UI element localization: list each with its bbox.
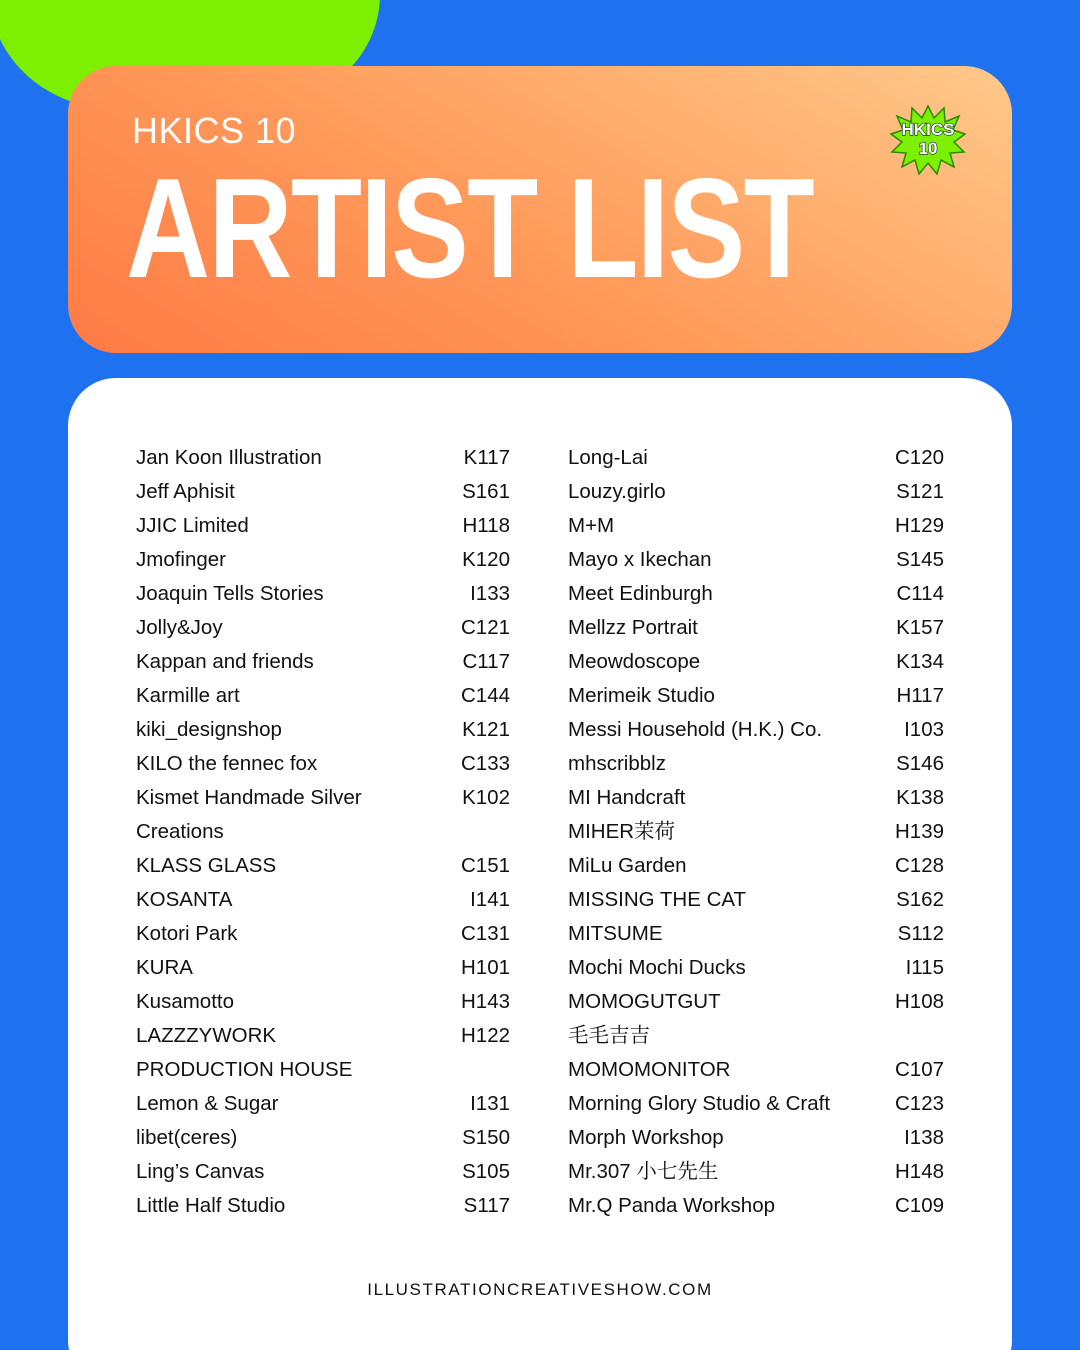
artist-name: Louzy.girlo (568, 480, 666, 503)
artist-name: kiki_designshop (136, 718, 282, 741)
booth-code: I131 (470, 1092, 510, 1115)
artist-row (568, 509, 944, 543)
artist-name: Jeff Aphisit (136, 480, 235, 503)
artist-row (136, 1053, 510, 1087)
artist-name: MISSING THE CAT (568, 888, 747, 911)
artist-row (568, 1053, 944, 1087)
artist-column-left (136, 441, 510, 1223)
artist-name: Mayo x Ikechan (568, 548, 712, 571)
artist-row (568, 611, 944, 645)
booth-code: H143 (460, 990, 510, 1013)
booth-code: H118 (462, 514, 510, 537)
booth-code: S150 (462, 1126, 510, 1149)
booth-code: H101 (460, 956, 510, 979)
artist-name: Mochi Mochi Ducks (568, 956, 746, 979)
artist-row (568, 1019, 944, 1053)
artist-name: KLASS GLASS (136, 854, 277, 877)
booth-code: I115 (905, 956, 944, 979)
artist-name: Morph Workshop (568, 1126, 724, 1149)
artist-name: Ling’s Canvas (136, 1160, 265, 1183)
artist-row (136, 509, 510, 543)
header-card (68, 66, 1012, 353)
artist-row (568, 781, 944, 815)
artist-name: Little Half Studio (136, 1194, 286, 1217)
logo-text-bottom: 10 (918, 139, 938, 158)
artist-row (136, 747, 510, 781)
artist-row (568, 645, 944, 679)
artist-name: M+M (568, 514, 615, 537)
artist-row (568, 577, 944, 611)
artist-row (136, 917, 510, 951)
booth-code: C117 (462, 650, 510, 673)
booth-code: C151 (460, 854, 510, 877)
artist-row (568, 679, 944, 713)
booth-code: C133 (460, 752, 510, 775)
artist-name: MITSUME (568, 922, 663, 945)
booth-code: K120 (462, 548, 510, 571)
artist-name: Jmofinger (136, 548, 227, 571)
booth-code: C120 (894, 446, 944, 469)
artist-name: Creations (136, 820, 224, 843)
artist-name: Lemon & Sugar (136, 1092, 279, 1115)
artist-row (136, 985, 510, 1019)
booth-code: S162 (896, 888, 944, 911)
page-title: ARTIST LIST (126, 149, 814, 308)
artist-row (136, 441, 510, 475)
artist-name: Karmille art (136, 684, 240, 707)
artist-name: Mellzz Portrait (568, 616, 698, 639)
artist-row (568, 815, 944, 849)
artist-row (136, 1087, 510, 1121)
artist-row (136, 713, 510, 747)
event-subtitle: HKICS 10 (132, 110, 297, 151)
artist-name: Meowdoscope (568, 650, 701, 673)
booth-code: C114 (896, 582, 944, 605)
artist-name: Kotori Park (136, 922, 238, 945)
artist-name: Mr.Q Panda Workshop (568, 1194, 775, 1217)
booth-code: K121 (462, 718, 510, 741)
artist-name: Jan Koon Illustration (136, 446, 322, 469)
booth-code: K102 (462, 786, 510, 809)
booth-code: C107 (894, 1058, 944, 1081)
artist-name: KOSANTA (136, 888, 233, 911)
artist-row (568, 1087, 944, 1121)
booth-code: I141 (470, 888, 510, 911)
artist-row (136, 475, 510, 509)
booth-code: K117 (463, 446, 510, 469)
artist-name: LAZZZYWORK (136, 1024, 277, 1047)
artist-name: Mr.307 小七先生 (568, 1160, 719, 1183)
artist-name: MIHER茉荷 (568, 820, 676, 843)
booth-code: H148 (894, 1160, 944, 1183)
artist-row (136, 815, 510, 849)
artist-name: MOMOMONITOR (568, 1058, 731, 1081)
footer-website: ILLUSTRATIONCREATIVESHOW.COM (367, 1280, 713, 1299)
artist-name: MiLu Garden (568, 854, 687, 877)
hkics-logo-icon (890, 104, 966, 176)
artist-row (136, 679, 510, 713)
artist-name: Messi Household (H.K.) Co. (568, 718, 823, 741)
booth-code: C131 (460, 922, 510, 945)
artist-name: Morning Glory Studio & Craft (568, 1092, 831, 1115)
artist-row (136, 781, 510, 815)
artist-row (136, 1121, 510, 1155)
booth-code: H108 (894, 990, 944, 1013)
artist-row (568, 849, 944, 883)
artist-row (136, 883, 510, 917)
artist-name: KURA (136, 956, 193, 979)
artist-name: Jolly&Joy (136, 616, 223, 639)
artist-name: Long-Lai (568, 446, 648, 469)
booth-code: C123 (894, 1092, 944, 1115)
booth-code: C109 (894, 1194, 944, 1217)
artist-name: Kappan and friends (136, 650, 314, 673)
artist-name: MOMOGUTGUT (568, 990, 721, 1013)
artist-row (568, 985, 944, 1019)
artist-row (136, 611, 510, 645)
booth-code: H129 (894, 514, 944, 537)
artist-row (568, 713, 944, 747)
booth-code: H122 (460, 1024, 510, 1047)
artist-row (136, 645, 510, 679)
artist-name: JJIC Limited (136, 514, 249, 537)
booth-code: C128 (894, 854, 944, 877)
artist-row (136, 849, 510, 883)
booth-code: K138 (896, 786, 944, 809)
booth-code: S105 (462, 1160, 510, 1183)
artist-name: Kismet Handmade Silver (136, 786, 362, 809)
artist-name: 毛毛吉吉 (568, 1024, 650, 1047)
artist-name: PRODUCTION HOUSE (136, 1058, 353, 1081)
booth-code: H117 (896, 684, 944, 707)
artist-row (568, 917, 944, 951)
artist-row (568, 441, 944, 475)
artist-name: KILO the fennec fox (136, 752, 318, 775)
artist-name: MI Handcraft (568, 786, 686, 809)
artist-row (568, 951, 944, 985)
artist-name: Kusamotto (136, 990, 234, 1013)
booth-code: K157 (896, 616, 944, 639)
booth-code: K134 (896, 650, 944, 673)
booth-code: I133 (470, 582, 510, 605)
artist-row (568, 1121, 944, 1155)
artist-name: mhscribblz (568, 752, 666, 775)
artist-row (568, 475, 944, 509)
booth-code: H139 (894, 820, 944, 843)
artist-name: Meet Edinburgh (568, 582, 713, 605)
artist-column-right (568, 441, 944, 1223)
booth-code: S161 (462, 480, 510, 503)
artist-row (136, 543, 510, 577)
logo-text-top: HKICS (901, 120, 955, 139)
booth-code: I103 (904, 718, 944, 741)
booth-code: I138 (904, 1126, 944, 1149)
artist-name: Merimeik Studio (568, 684, 715, 707)
artist-row (568, 747, 944, 781)
artist-row (568, 883, 944, 917)
booth-code: C144 (460, 684, 510, 707)
artist-row (136, 1019, 510, 1053)
artist-name: Joaquin Tells Stories (136, 582, 324, 605)
booth-code: S117 (463, 1194, 510, 1217)
artist-row (136, 951, 510, 985)
artist-row (136, 1189, 510, 1223)
artist-row (136, 1155, 510, 1189)
booth-code: S146 (896, 752, 944, 775)
artist-row (568, 543, 944, 577)
booth-code: C121 (460, 616, 510, 639)
booth-code: S145 (896, 548, 944, 571)
artist-row (568, 1155, 944, 1189)
booth-code: S121 (896, 480, 944, 503)
artist-row (568, 1189, 944, 1223)
booth-code: S112 (897, 922, 944, 945)
artist-row (136, 577, 510, 611)
artist-name: libet(ceres) (136, 1126, 238, 1149)
